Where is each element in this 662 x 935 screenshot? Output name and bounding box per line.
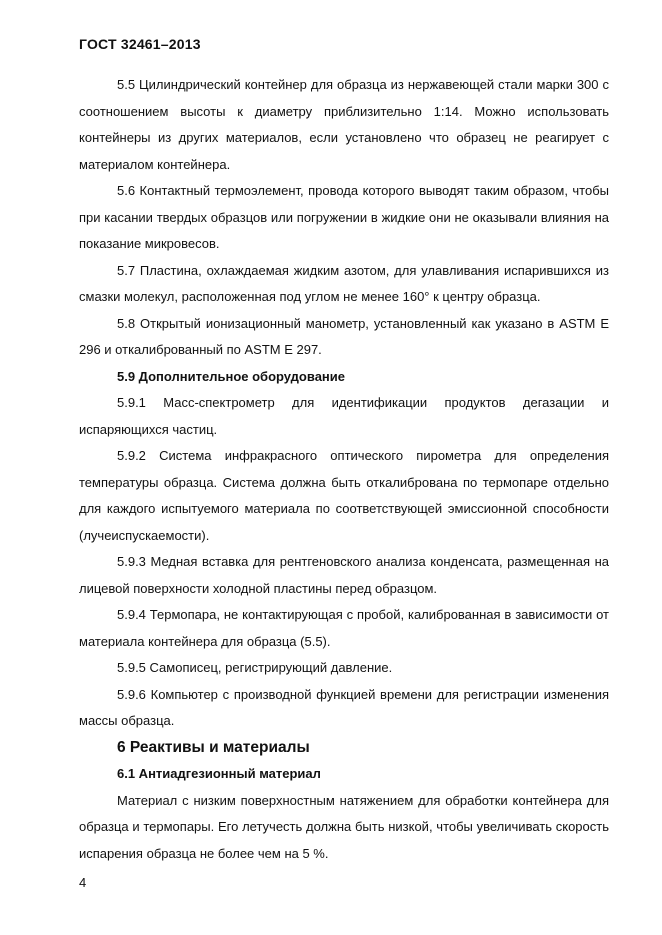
section-heading-6: 6 Реактивы и материалы <box>117 738 310 756</box>
document-body <box>79 72 609 867</box>
paragraph-5-9-5: 5.9.5 Самописец, регистрирующий давление. <box>117 660 393 675</box>
page-number: 4 <box>79 875 87 890</box>
paragraph-5-5: 5.5 Цилиндрический контейнер для образца из нержавеющей стали марки 300 с соотношением высоты к диаметру приблизительно 1:14. Можно использовать контейнеры из других материалов, если установлено что образец не реагирует с материалом контейнера. <box>79 77 609 172</box>
paragraph-6-1: Материал с низким поверхностным натяжением для обработки контейнера для образца и термопары. Его летучесть должна быть низкой, чтобы увеличивать скорость испарения образца не более чем на 5 %. <box>79 792 609 861</box>
paragraph-5-9-1: 5.9.1 Масс-спектрометр для идентификации продуктов дегазации и испаряющихся частиц. <box>79 395 609 437</box>
heading-6-1: 6.1 Антиадгезионный материал <box>117 766 321 781</box>
heading-5-9: 5.9 Дополнительное оборудование <box>117 368 346 384</box>
paragraph-5-6: 5.6 Контактный термоэлемент, провода которого выводят таким образом, чтобы при касании твердых образцов или погружении в жидкие они не оказывали влияния на показание микровесов. <box>79 183 609 251</box>
paragraph-5-8: 5.8 Открытый ионизационный манометр, установленный как указано в ASTM E 296 и откалиброванный по ASTM E 297. <box>79 315 609 357</box>
paragraph-5-7: 5.7 Пластина, охлаждаемая жидким азотом, для улавливания испарившихся из смазки молекул, расположенная под углом не менее 160° к центру образца. <box>79 262 609 304</box>
paragraph-5-9-3: 5.9.3 Медная вставка для рентгеновского анализа конденсата, размещенная на лицевой поверхности холодной пластины перед образцом. <box>79 554 609 596</box>
document-header: ГОСТ 32461–2013 <box>79 36 201 52</box>
paragraph-5-9-6: 5.9.6 Компьютер с производной функцией времени для регистрации изменения массы образца. <box>79 686 609 728</box>
paragraph-5-9-2: 5.9.2 Система инфракрасного оптического пирометра для определения температуры образца. Система должна быть откалибрована по термопаре отдельно для каждого испытуемого материала по соответствующей эмиссионной способности (лучеиспускаемости). <box>79 448 609 543</box>
paragraph-5-9-4: 5.9.4 Термопара, не контактирующая с пробой, калиброванная в зависимости от материала контейнера для образца (5.5). <box>79 607 609 649</box>
